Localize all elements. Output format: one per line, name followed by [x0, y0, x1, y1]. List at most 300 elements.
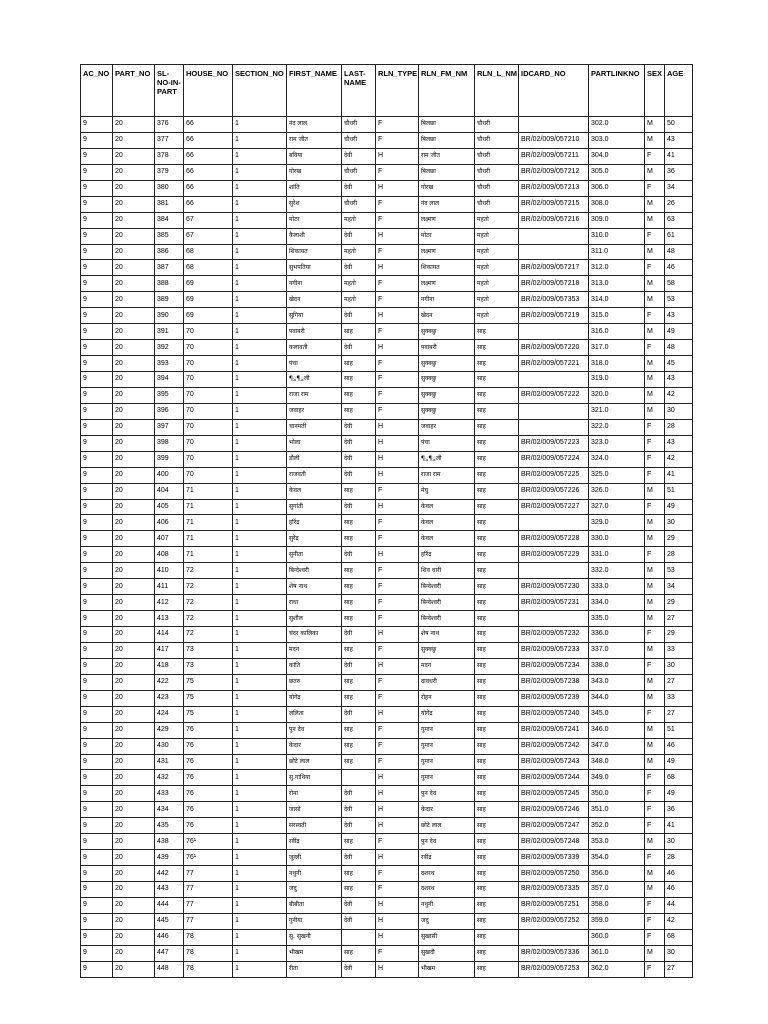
cell-part-no: 20 — [113, 148, 155, 164]
cell-partlinkno: 322.0 — [589, 419, 645, 435]
cell-rln-fm-nm: बिलछा — [419, 117, 475, 133]
cell-sex: M — [645, 483, 665, 499]
cell-rln-fm-nm: गुमान — [419, 738, 475, 754]
cell-partlinkno: 358.0 — [589, 897, 645, 913]
cell-partlinkno: 312.0 — [589, 260, 645, 276]
table-row — [81, 913, 693, 929]
cell-section-no: 1 — [233, 372, 287, 388]
cell-rln-type: F — [376, 674, 419, 690]
cell-rln-type: F — [376, 754, 419, 770]
cell-idcard-no — [519, 403, 589, 419]
cell-idcard-no — [519, 611, 589, 627]
cell-sl-no-in-part: 410 — [155, 563, 184, 579]
cell-section-no: 1 — [233, 547, 287, 563]
cell-age: 36 — [665, 802, 693, 818]
cell-house-no: 71 — [184, 531, 233, 547]
cell-age: 28 — [665, 547, 693, 563]
cell-sl-no-in-part: 399 — [155, 451, 184, 467]
cell-rln-fm-nm: हरिंद्र — [419, 547, 475, 563]
cell-rln-fm-nm: दशरथ — [419, 882, 475, 898]
cell-partlinkno: 331.0 — [589, 547, 645, 563]
cell-ac-no: 9 — [81, 547, 113, 563]
cell-sl-no-in-part: 429 — [155, 722, 184, 738]
cell-partlinkno: 336.0 — [589, 627, 645, 643]
cell-age: 43 — [665, 435, 693, 451]
cell-age: 30 — [665, 658, 693, 674]
cell-section-no: 1 — [233, 356, 287, 372]
cell-last-name: चौधरी — [342, 164, 376, 180]
cell-section-no: 1 — [233, 196, 287, 212]
cell-rln-type: F — [376, 292, 419, 308]
cell-sl-no-in-part: 418 — [155, 658, 184, 674]
cell-sl-no-in-part: 412 — [155, 595, 184, 611]
cell-section-no: 1 — [233, 260, 287, 276]
cell-ac-no: 9 — [81, 658, 113, 674]
cell-section-no: 1 — [233, 132, 287, 148]
cell-ac-no: 9 — [81, 132, 113, 148]
cell-rln-type: F — [376, 738, 419, 754]
cell-sl-no-in-part: 422 — [155, 674, 184, 690]
cell-rln-l-nm: साह — [475, 642, 519, 658]
cell-first-name: रोना — [287, 786, 342, 802]
cell-rln-l-nm: साह — [475, 324, 519, 340]
cell-rln-type: H — [376, 929, 419, 945]
cell-rln-fm-nm: लक्ष्मण — [419, 244, 475, 260]
cell-idcard-no: BR/02/009/057212 — [519, 164, 589, 180]
cell-last-name: देवी — [342, 260, 376, 276]
cell-rln-l-nm: साह — [475, 435, 519, 451]
cell-part-no: 20 — [113, 196, 155, 212]
cell-first-name: छतरु — [287, 674, 342, 690]
cell-last-name: देवी — [342, 308, 376, 324]
cell-section-no: 1 — [233, 818, 287, 834]
cell-sex: M — [645, 212, 665, 228]
cell-partlinkno: 329.0 — [589, 515, 645, 531]
cell-rln-fm-nm: बिलछा — [419, 164, 475, 180]
cell-last-name: देवी — [342, 706, 376, 722]
cell-first-name: जवाहर — [287, 403, 342, 419]
cell-house-no: 78 — [184, 945, 233, 961]
column-header-first-name: FIRST_NAME — [287, 65, 342, 117]
cell-rln-type: F — [376, 324, 419, 340]
cell-rln-fm-nm: बिन्देश्वरी — [419, 595, 475, 611]
cell-part-no: 20 — [113, 754, 155, 770]
cell-section-no: 1 — [233, 913, 287, 929]
cell-part-no: 20 — [113, 276, 155, 292]
cell-rln-type: H — [376, 308, 419, 324]
cell-sl-no-in-part: 392 — [155, 340, 184, 356]
cell-sex: M — [645, 611, 665, 627]
table-row — [81, 658, 693, 674]
cell-house-no: 76 — [184, 722, 233, 738]
cell-rln-type: H — [376, 658, 419, 674]
cell-ac-no: 9 — [81, 913, 113, 929]
cell-part-no: 20 — [113, 627, 155, 643]
cell-first-name: सरस्वती — [287, 818, 342, 834]
table-row — [81, 132, 693, 148]
cell-rln-type: H — [376, 706, 419, 722]
column-header-rln-l-nm: RLN_L_NM — [475, 65, 519, 117]
cell-section-no: 1 — [233, 212, 287, 228]
cell-rln-l-nm: साह — [475, 563, 519, 579]
cell-section-no: 1 — [233, 834, 287, 850]
cell-first-name: सुभपतिया — [287, 260, 342, 276]
cell-house-no: 70 — [184, 419, 233, 435]
cell-house-no: 66 — [184, 148, 233, 164]
cell-last-name: देवी — [342, 897, 376, 913]
cell-idcard-no: BR/02/009/057242 — [519, 738, 589, 754]
cell-part-no: 20 — [113, 324, 155, 340]
cell-ac-no: 9 — [81, 276, 113, 292]
cell-age: 50 — [665, 117, 693, 133]
table-row — [81, 738, 693, 754]
cell-first-name: सुनीता — [287, 547, 342, 563]
cell-house-no: 66 — [184, 164, 233, 180]
cell-ac-no: 9 — [81, 627, 113, 643]
cell-rln-fm-nm: गोरख — [419, 180, 475, 196]
cell-sl-no-in-part: 398 — [155, 435, 184, 451]
table-row — [81, 961, 693, 977]
cell-age: 33 — [665, 690, 693, 706]
cell-last-name: देवी — [342, 658, 376, 674]
cell-rln-type: H — [376, 260, 419, 276]
table-row — [81, 292, 693, 308]
cell-last-name: चौधरी — [342, 117, 376, 133]
cell-sl-no-in-part: 433 — [155, 786, 184, 802]
cell-rln-fm-nm: सुक्क्छु — [419, 324, 475, 340]
cell-rln-fm-nm: बिन्देश्वरी — [419, 579, 475, 595]
cell-part-no: 20 — [113, 674, 155, 690]
cell-partlinkno: 332.0 — [589, 563, 645, 579]
cell-sex: F — [645, 913, 665, 929]
cell-first-name: सुरेश — [287, 196, 342, 212]
cell-first-name: राजवती — [287, 467, 342, 483]
cell-part-no: 20 — [113, 356, 155, 372]
cell-rln-l-nm: चौधरी — [475, 196, 519, 212]
cell-sl-no-in-part: 406 — [155, 515, 184, 531]
column-header-age: AGE — [665, 65, 693, 117]
cell-part-no: 20 — [113, 850, 155, 866]
cell-rln-l-nm: चौधरी — [475, 132, 519, 148]
cell-rln-l-nm: साह — [475, 499, 519, 515]
cell-rln-type: F — [376, 212, 419, 228]
cell-house-no: 77 — [184, 897, 233, 913]
cell-ac-no: 9 — [81, 531, 113, 547]
cell-idcard-no — [519, 563, 589, 579]
cell-rln-l-nm: महतो — [475, 244, 519, 260]
cell-sl-no-in-part: 384 — [155, 212, 184, 228]
cell-partlinkno: 351.0 — [589, 802, 645, 818]
cell-first-name: पवाबरी — [287, 324, 342, 340]
cell-rln-type: F — [376, 244, 419, 260]
cell-ac-no: 9 — [81, 818, 113, 834]
cell-sl-no-in-part: 439 — [155, 850, 184, 866]
cell-house-no: 73 — [184, 658, 233, 674]
cell-ac-no: 9 — [81, 515, 113, 531]
cell-first-name: सु.गाथिया — [287, 770, 342, 786]
cell-sex: F — [645, 706, 665, 722]
cell-section-no: 1 — [233, 658, 287, 674]
cell-rln-l-nm: चौधरी — [475, 148, 519, 164]
cell-ac-no: 9 — [81, 945, 113, 961]
cell-part-no: 20 — [113, 642, 155, 658]
cell-partlinkno: 350.0 — [589, 786, 645, 802]
cell-section-no: 1 — [233, 340, 287, 356]
cell-first-name: कलावती — [287, 340, 342, 356]
cell-partlinkno: 315.0 — [589, 308, 645, 324]
cell-ac-no: 9 — [81, 260, 113, 276]
cell-sex: F — [645, 260, 665, 276]
cell-first-name: नथुनी — [287, 866, 342, 882]
cell-section-no: 1 — [233, 642, 287, 658]
cell-sex: M — [645, 164, 665, 180]
cell-rln-fm-nm: गुमान — [419, 754, 475, 770]
table-row — [81, 164, 693, 180]
cell-rln-l-nm: साह — [475, 754, 519, 770]
cell-rln-type: H — [376, 499, 419, 515]
cell-house-no: 71 — [184, 547, 233, 563]
cell-house-no: 70 — [184, 467, 233, 483]
cell-rln-fm-nm: पुन देव — [419, 786, 475, 802]
table-row — [81, 627, 693, 643]
cell-part-no: 20 — [113, 515, 155, 531]
cell-part-no: 20 — [113, 579, 155, 595]
cell-age: 49 — [665, 786, 693, 802]
cell-partlinkno: 357.0 — [589, 882, 645, 898]
cell-last-name: देवी — [342, 547, 376, 563]
cell-sex: M — [645, 722, 665, 738]
cell-sex: F — [645, 419, 665, 435]
cell-ac-no: 9 — [81, 690, 113, 706]
cell-rln-l-nm: महतो — [475, 308, 519, 324]
cell-house-no: 75 — [184, 690, 233, 706]
cell-section-no: 1 — [233, 595, 287, 611]
cell-first-name: गुनीया — [287, 913, 342, 929]
cell-house-no: 76 — [184, 738, 233, 754]
cell-last-name: चौधरी — [342, 196, 376, 212]
cell-last-name: देवी — [342, 180, 376, 196]
cell-rln-fm-nm: पवाबरी — [419, 340, 475, 356]
cell-ac-no: 9 — [81, 706, 113, 722]
cell-age: 61 — [665, 228, 693, 244]
cell-partlinkno: 337.0 — [589, 642, 645, 658]
cell-partlinkno: 334.0 — [589, 595, 645, 611]
cell-section-no: 1 — [233, 324, 287, 340]
cell-last-name: देवी — [342, 467, 376, 483]
cell-rln-fm-nm: राजा राम — [419, 467, 475, 483]
voter-list-sheet — [80, 64, 693, 978]
cell-ac-no: 9 — [81, 866, 113, 882]
cell-rln-fm-nm: मदन — [419, 658, 475, 674]
cell-sl-no-in-part: 447 — [155, 945, 184, 961]
cell-part-no: 20 — [113, 483, 155, 499]
cell-last-name: साह — [342, 579, 376, 595]
cell-idcard-no: BR/02/009/057353 — [519, 292, 589, 308]
cell-section-no: 1 — [233, 738, 287, 754]
table-row — [81, 674, 693, 690]
cell-sl-no-in-part: 387 — [155, 260, 184, 276]
cell-last-name: साह — [342, 515, 376, 531]
cell-section-no: 1 — [233, 850, 287, 866]
cell-rln-l-nm: साह — [475, 945, 519, 961]
cell-last-name: साह — [342, 882, 376, 898]
cell-sl-no-in-part: 407 — [155, 531, 184, 547]
cell-age: 53 — [665, 292, 693, 308]
cell-age: 41 — [665, 467, 693, 483]
cell-rln-l-nm: साह — [475, 897, 519, 913]
cell-part-no: 20 — [113, 260, 155, 276]
cell-rln-type: F — [376, 579, 419, 595]
cell-house-no: 67 — [184, 212, 233, 228]
table-row — [81, 196, 693, 212]
header-row — [81, 65, 693, 117]
cell-rln-fm-nm: नथुनी — [419, 897, 475, 913]
cell-rln-type: F — [376, 690, 419, 706]
cell-age: 45 — [665, 356, 693, 372]
cell-last-name: साह — [342, 722, 376, 738]
cell-first-name: चानमती — [287, 419, 342, 435]
cell-ac-no: 9 — [81, 786, 113, 802]
cell-section-no: 1 — [233, 531, 287, 547]
cell-rln-type: H — [376, 180, 419, 196]
table-row — [81, 324, 693, 340]
cell-part-no: 20 — [113, 419, 155, 435]
column-header-sex: SEX — [645, 65, 665, 117]
cell-house-no: 72 — [184, 563, 233, 579]
cell-partlinkno: 313.0 — [589, 276, 645, 292]
table-row — [81, 611, 693, 627]
cell-ac-no: 9 — [81, 882, 113, 898]
cell-idcard-no — [519, 515, 589, 531]
cell-age: 46 — [665, 882, 693, 898]
cell-partlinkno: 304.0 — [589, 148, 645, 164]
cell-ac-no: 9 — [81, 754, 113, 770]
cell-sl-no-in-part: 434 — [155, 802, 184, 818]
cell-rln-l-nm: साह — [475, 961, 519, 977]
cell-part-no: 20 — [113, 132, 155, 148]
cell-age: 43 — [665, 308, 693, 324]
cell-section-no: 1 — [233, 706, 287, 722]
cell-section-no: 1 — [233, 451, 287, 467]
cell-age: 43 — [665, 132, 693, 148]
cell-partlinkno: 326.0 — [589, 483, 645, 499]
cell-house-no: 76 — [184, 802, 233, 818]
cell-first-name: कांति — [287, 658, 342, 674]
cell-partlinkno: 325.0 — [589, 467, 645, 483]
cell-part-no: 20 — [113, 372, 155, 388]
cell-age: 34 — [665, 579, 693, 595]
cell-idcard-no: BR/02/009/057234 — [519, 658, 589, 674]
cell-last-name: देवी — [342, 451, 376, 467]
cell-first-name: राम जीत — [287, 132, 342, 148]
cell-first-name: गोरख — [287, 164, 342, 180]
cell-idcard-no: BR/02/009/057217 — [519, 260, 589, 276]
table-row — [81, 563, 693, 579]
cell-partlinkno: 308.0 — [589, 196, 645, 212]
cell-rln-type: F — [376, 611, 419, 627]
cell-last-name: साह — [342, 387, 376, 403]
cell-rln-l-nm: साह — [475, 611, 519, 627]
cell-idcard-no: BR/02/009/057220 — [519, 340, 589, 356]
cell-house-no: 66 — [184, 117, 233, 133]
cell-age: 48 — [665, 244, 693, 260]
column-header-sl-no-in-part: SL-NO-IN-PART — [155, 65, 184, 117]
cell-ac-no: 9 — [81, 483, 113, 499]
cell-rln-fm-nm: सुक्क्छु — [419, 387, 475, 403]
cell-rln-type: F — [376, 117, 419, 133]
cell-part-no: 20 — [113, 117, 155, 133]
table-row — [81, 515, 693, 531]
cell-rln-l-nm: साह — [475, 483, 519, 499]
cell-last-name: देवी — [342, 802, 376, 818]
cell-age: 41 — [665, 148, 693, 164]
cell-partlinkno: 317.0 — [589, 340, 645, 356]
cell-ac-no: 9 — [81, 308, 113, 324]
column-header-house-no: HOUSE_NO — [184, 65, 233, 117]
cell-ac-no: 9 — [81, 340, 113, 356]
cell-partlinkno: 338.0 — [589, 658, 645, 674]
cell-sex: M — [645, 515, 665, 531]
cell-rln-type: F — [376, 642, 419, 658]
cell-ac-no: 9 — [81, 770, 113, 786]
cell-sl-no-in-part: 379 — [155, 164, 184, 180]
cell-part-no: 20 — [113, 658, 155, 674]
cell-rln-l-nm: साह — [475, 674, 519, 690]
cell-idcard-no: BR/02/009/057229 — [519, 547, 589, 563]
cell-part-no: 20 — [113, 945, 155, 961]
cell-age: 28 — [665, 419, 693, 435]
cell-section-no: 1 — [233, 483, 287, 499]
cell-idcard-no: BR/02/009/057211 — [519, 148, 589, 164]
cell-rln-fm-nm: रवींद्र — [419, 850, 475, 866]
cell-house-no: 69 — [184, 292, 233, 308]
cell-rln-l-nm: साह — [475, 531, 519, 547]
cell-idcard-no: BR/02/009/057233 — [519, 642, 589, 658]
cell-rln-fm-nm: केवल — [419, 499, 475, 515]
cell-ac-no: 9 — [81, 642, 113, 658]
column-header-idcard-no: IDCARD_NO — [519, 65, 589, 117]
cell-sex: F — [645, 627, 665, 643]
cell-rln-l-nm: साह — [475, 372, 519, 388]
cell-rln-type: F — [376, 722, 419, 738]
cell-sl-no-in-part: 376 — [155, 117, 184, 133]
cell-last-name: देवी — [342, 148, 376, 164]
cell-partlinkno: 321.0 — [589, 403, 645, 419]
table-row — [81, 148, 693, 164]
column-header-rln-type: RLN_TYPE — [376, 65, 419, 117]
cell-age: 30 — [665, 945, 693, 961]
cell-age: 49 — [665, 754, 693, 770]
cell-last-name: साह — [342, 356, 376, 372]
cell-last-name: साह — [342, 531, 376, 547]
cell-rln-l-nm: साह — [475, 882, 519, 898]
column-header-part-no: PART_NO — [113, 65, 155, 117]
cell-section-no: 1 — [233, 387, 287, 403]
cell-sex: M — [645, 563, 665, 579]
cell-ac-no: 9 — [81, 850, 113, 866]
cell-section-no: 1 — [233, 674, 287, 690]
cell-ac-no: 9 — [81, 929, 113, 945]
cell-house-no: 77 — [184, 913, 233, 929]
cell-part-no: 20 — [113, 435, 155, 451]
cell-rln-type: H — [376, 467, 419, 483]
cell-idcard-no: BR/02/009/057240 — [519, 706, 589, 722]
cell-rln-fm-nm: सुक्क्छु — [419, 403, 475, 419]
cell-sex: M — [645, 324, 665, 340]
cell-age: 33 — [665, 642, 693, 658]
cell-partlinkno: 335.0 — [589, 611, 645, 627]
cell-idcard-no: BR/02/009/057251 — [519, 897, 589, 913]
